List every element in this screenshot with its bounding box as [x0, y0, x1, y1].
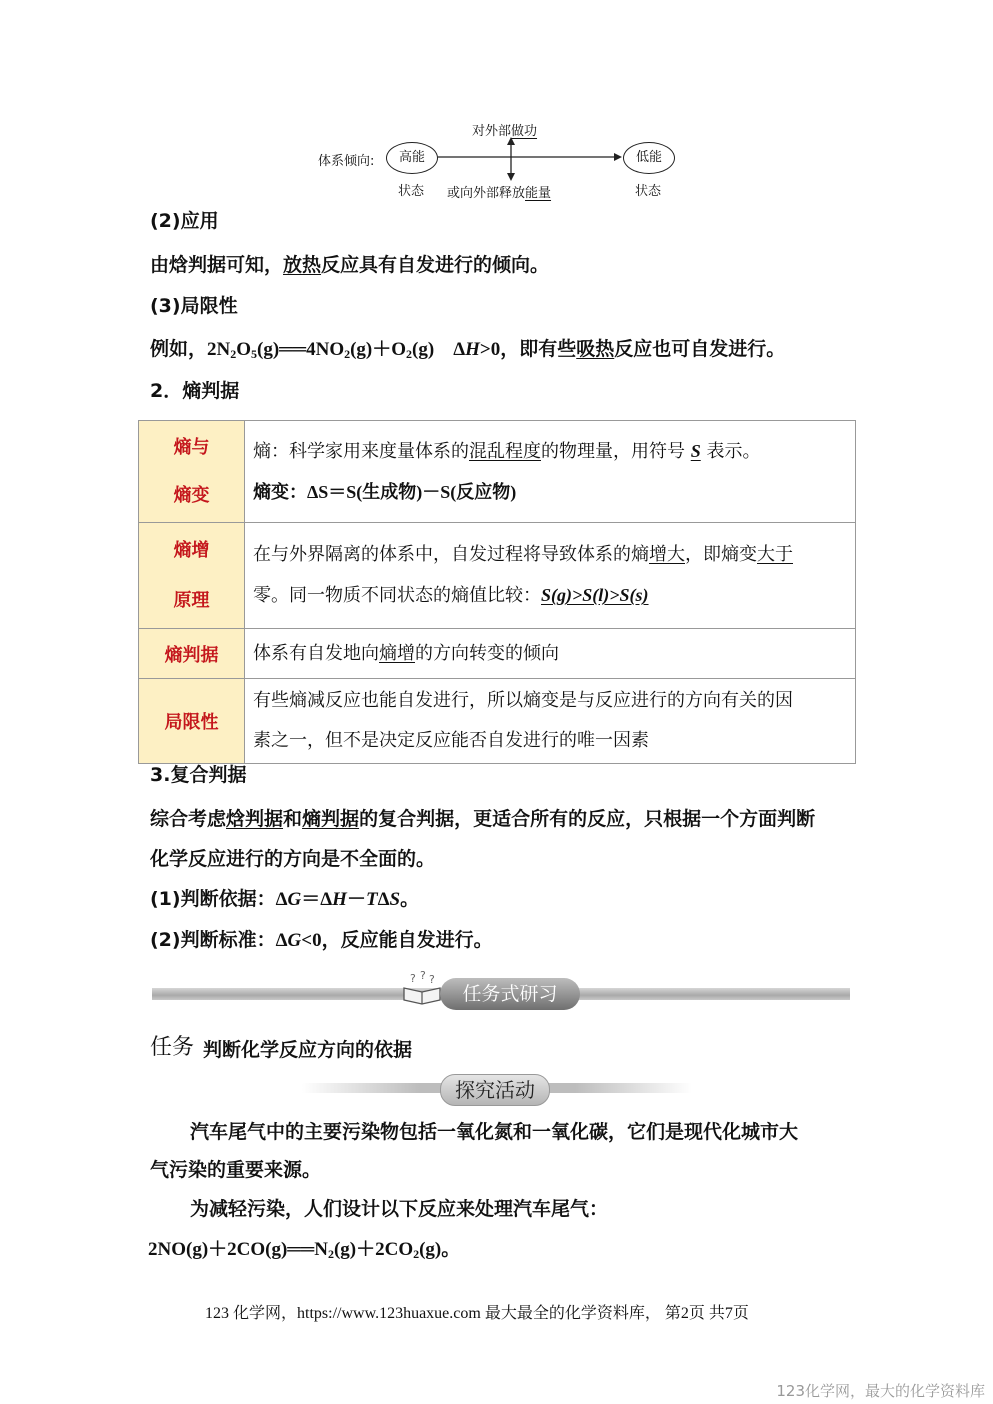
paragraph-1b: 气污染的重要来源。: [150, 1159, 322, 1181]
high-energy-oval: 高能: [386, 142, 438, 174]
row-limitation-content: 有些熵减反应也能自发进行，所以熵变是与反应进行的方向有关的因 素之一，但不是决定反应能否自发进行的唯一因素: [245, 679, 856, 764]
composite-p2: 化学反应进行的方向是不全面的。: [150, 848, 436, 870]
blank-endothermic: 吸热: [576, 338, 615, 360]
diagram-top-label: 对外部做功: [472, 124, 538, 139]
task-title: 判断化学反应方向的依据: [203, 1039, 413, 1061]
limitation-heading: (3)局限性: [150, 295, 238, 317]
application-heading: (2)应用: [150, 210, 219, 232]
row-criterion-content: 体系有自发地向熵增的方向转变的倾向: [245, 629, 856, 679]
diagram-bottom-label: 或向外部释放能量: [447, 186, 552, 201]
n2o5-equation: $2N_2O_5(g)══4NO_2(g)+O_2(g)$ ΔH>0: [207, 339, 501, 361]
tendency-diagram: [300, 110, 700, 202]
blank-exothermic: 放热: [283, 254, 322, 276]
composite-heading: 3.复合判据: [150, 764, 247, 786]
composite-p1: 综合考虑焓判据和熵判据的复合判据，更适合所有的反应，只根据一个方面判断: [150, 808, 816, 830]
paragraph-1a: 汽车尾气中的主要污染物包括一氧化氮和一氧化碳，它们是现代化城市大: [190, 1121, 799, 1143]
svg-text:?: ?: [420, 970, 426, 982]
state-left-label: 状态: [398, 184, 425, 199]
open-book-icon: [400, 970, 444, 1010]
low-energy-oval: 低能: [623, 142, 675, 174]
svg-text:?: ?: [410, 972, 416, 985]
row-entropy-header: 熵与 熵变: [139, 421, 245, 523]
arrows-icon: [300, 110, 700, 202]
criterion-line: (2)判断标准：ΔG<0，反应能自发进行。: [150, 929, 493, 951]
entropy-heading: 2．熵判据: [150, 380, 240, 402]
diagram-prefix: 体系倾向:: [318, 154, 375, 169]
row-entropy-content: 熵：科学家用来度量体系的混乱程度的物理量，用符号 S 表示。 熵变：ΔS＝S(生成物)－S(反应物): [245, 421, 856, 523]
row-limitation-header: 局限性: [139, 679, 245, 764]
limitation-text: 例如，$2N_2O_5(g)══4NO_2(g)+O_2(g)$ ΔH>0，即有些吸热反应也可自发进行。: [150, 338, 786, 361]
row-principle-content: 在与外界隔离的体系中，自发过程将导致体系的熵增大，即熵变大于 零。同一物质不同状态的熵值比较：S(g)>S(l)>S(s): [245, 523, 856, 629]
watermark: 123化学网，最大的化学资料库: [776, 1382, 985, 1400]
state-right-label: 状态: [635, 184, 662, 199]
svg-text:?: ?: [429, 973, 435, 986]
basis-line: (1)判断依据：ΔG＝ΔH－TΔS。: [150, 888, 420, 910]
no-co-equation: $2NO(g)+2CO(g)══N_2(g)+2CO_2(g)$。: [148, 1239, 461, 1261]
task-label: 任务: [150, 1035, 195, 1060]
row-principle-header: 熵增 原理: [139, 523, 245, 629]
row-criterion-header: 熵判据: [139, 629, 245, 679]
section-banner-label: 任务式研习: [440, 978, 580, 1010]
entropy-table: [138, 420, 856, 764]
paragraph-2: 为减轻污染，人们设计以下反应来处理汽车尾气：: [190, 1198, 609, 1220]
page-footer: 123 化学网，https://www.123huaxue.com 最大最全的化学资料库， 第2页 共7页: [205, 1305, 749, 1322]
activity-label: 探究活动: [440, 1074, 550, 1106]
application-text: 由焓判据可知，放热反应具有自发进行的倾向。: [150, 254, 550, 276]
